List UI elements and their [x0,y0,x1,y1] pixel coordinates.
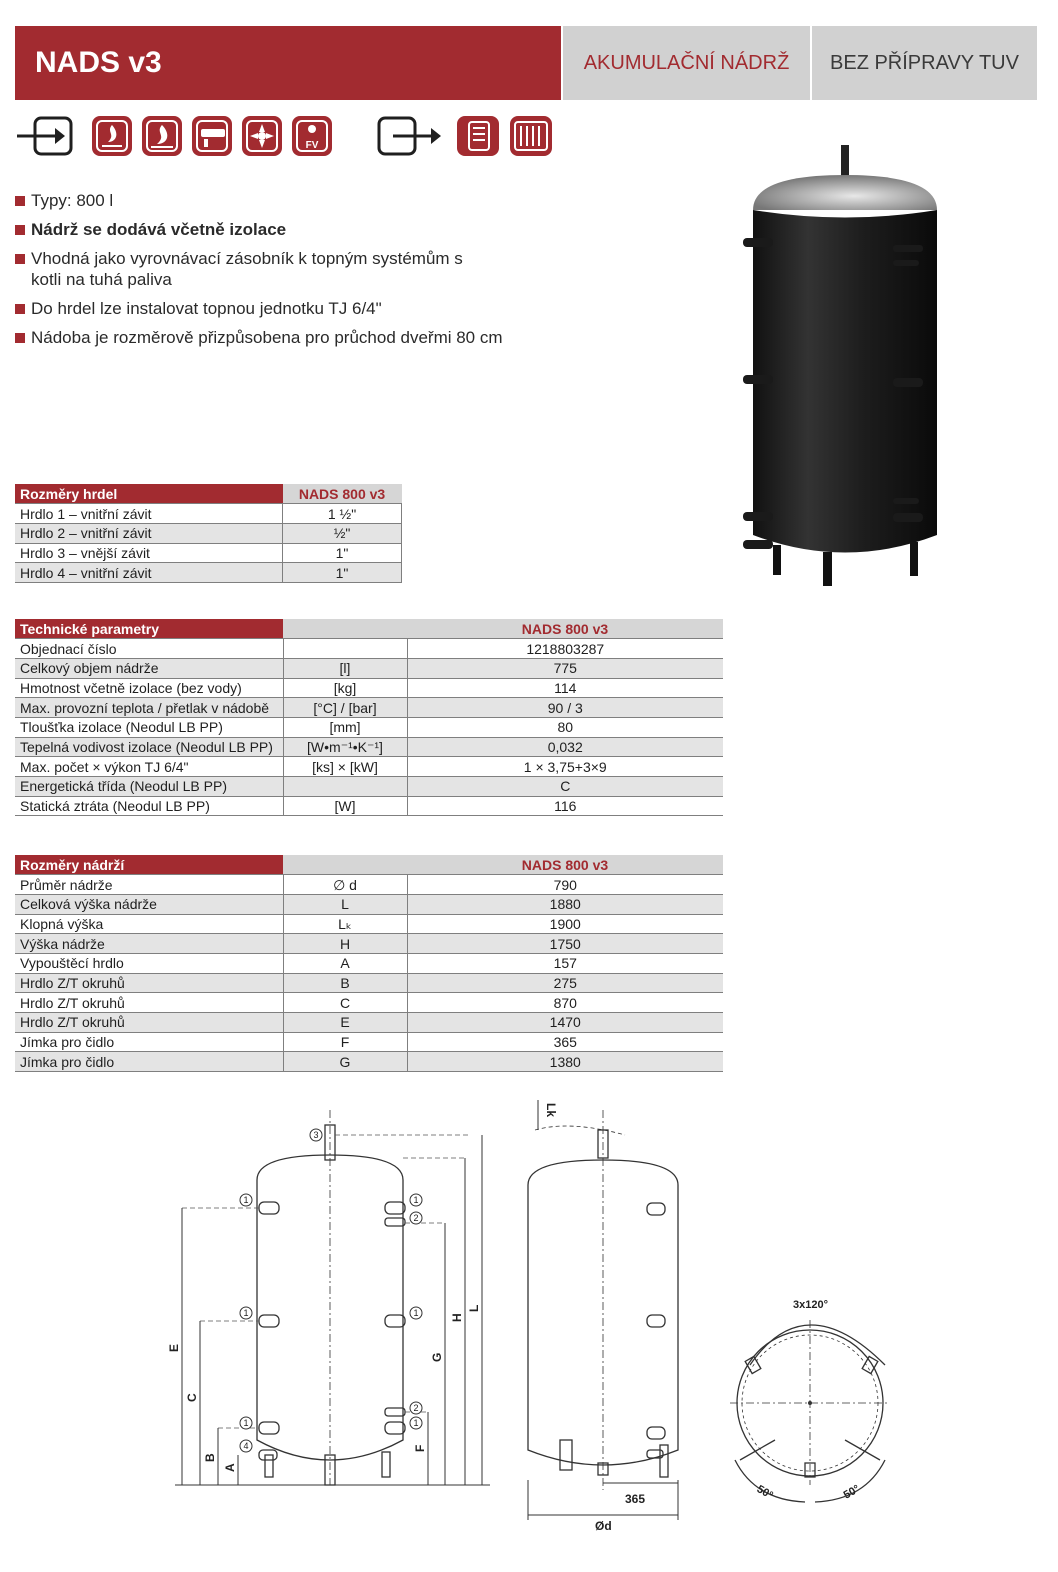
table-row [15,796,723,816]
cell-label: Hmotnost včetně izolace (bez vody) [15,678,283,698]
table-row [15,894,723,914]
cell-value: 90 / 3 [407,698,723,718]
cell-label: Energetická třída (Neodul LB PP) [15,777,283,797]
table-row [15,698,723,718]
cell-label: Hrdlo Z/T okruhů [15,1013,283,1033]
electric-heater-icon [190,114,234,158]
cell-label: Hrdlo 2 – vnitřní závit [15,523,283,543]
table-row [15,639,723,659]
table-row [15,875,723,895]
table-row [15,1032,723,1052]
cell-symbol: F [283,1032,407,1052]
output-arrow-icon [375,114,445,158]
cell-symbol: B [283,973,407,993]
table-row [15,934,723,954]
fireplace-icon [140,114,184,158]
list-item: Vhodná jako vyrovnávací zásobník k topným systémům s kotli na tuhá paliva [15,248,485,290]
side-view-drawing [510,1095,700,1535]
cell-label: Vypouštěcí hrdlo [15,953,283,973]
input-arrow-icon [15,114,73,158]
cell-label: Průměr nádrže [15,875,283,895]
cell-value: 1218803287 [407,639,723,659]
table-row [15,737,723,757]
cell-label: Hrdlo 3 – vnější závit [15,543,283,563]
category-tab-accumulation[interactable]: AKUMULAČNÍ NÁDRŽ [563,26,810,100]
cell-label: Statická ztráta (Neodul LB PP) [15,796,283,816]
cell-value: 1880 [407,894,723,914]
list-item: Do hrdel lze instalovat topnou jednotku TJ 6/4" [15,298,555,319]
solid-fuel-boiler-icon [90,114,134,158]
cell-unit [283,777,407,797]
cell-symbol: G [283,1052,407,1072]
dim-label-h: H [450,1313,464,1322]
heat-pump-icon [240,114,284,158]
cell-value: 80 [407,717,723,737]
nozzle-marker-3: 3 [313,1130,319,1140]
cell-value: 1900 [407,914,723,934]
cell-value: 790 [407,875,723,895]
angle-label-50-left: 50° [754,1483,775,1502]
list-item: Nádrž se dodává včetně izolace [15,219,555,240]
cell-unit: [°C] / [bar] [283,698,407,718]
cell-label: Hrdlo 1 – vnitřní závit [15,504,283,524]
table-row [15,953,723,973]
table-header: NADS 800 v3 [283,484,402,504]
table-row [15,973,723,993]
product-title: NADS v3 [15,26,561,100]
table-row [15,717,723,737]
cell-unit: [l] [283,658,407,678]
cell-label: Tloušťka izolace (Neodul LB PP) [15,717,283,737]
cell-label: Max. provozní teplota / přetlak v nádobě [15,698,283,718]
dim-label-f: F [413,1444,427,1452]
cell-symbol: C [283,993,407,1013]
nozzle-marker-1: 1 [243,1418,249,1428]
cell-label: Výška nádrže [15,934,283,954]
top-view-drawing [715,1290,915,1520]
table-header: Rozměry nádrží [15,855,283,875]
dim-label-diameter: Ød [595,1519,612,1533]
cell-value: 275 [407,973,723,993]
dim-label-l: L [467,1304,481,1312]
table-row [15,1013,723,1033]
cell-value: 1 ½" [283,504,402,524]
table-header [283,619,407,639]
table-header: Rozměry hrdel [15,484,283,504]
cell-unit: [kg] [283,678,407,698]
cell-value: 870 [407,993,723,1013]
cell-value: 1380 [407,1052,723,1072]
cell-value: 114 [407,678,723,698]
dim-label-b: B [203,1453,217,1462]
cell-label: Klopná výška [15,914,283,934]
cell-symbol: E [283,1013,407,1033]
cell-value: 1" [283,563,402,583]
table-header: Technické parametry [15,619,283,639]
nozzle-marker-1: 1 [413,1418,419,1428]
cell-symbol: H [283,934,407,954]
cell-value: 1470 [407,1013,723,1033]
svg-text:FV: FV [305,140,319,151]
angle-label-50-right: 50° [841,1482,862,1502]
cell-value: 157 [407,953,723,973]
floor-heating-icon [508,114,554,158]
cell-value: 775 [407,658,723,678]
cell-label: Hrdlo Z/T okruhů [15,993,283,1013]
cell-unit: [mm] [283,717,407,737]
center-point [808,1401,812,1405]
cell-symbol: Lₖ [283,914,407,934]
table-row [15,777,723,797]
nozzle-marker-2: 2 [413,1403,419,1413]
table-row [15,993,723,1013]
table-row [15,757,723,777]
dim-label-e: E [167,1343,181,1352]
cell-unit: [ks] × [kW] [283,757,407,777]
cell-symbol: ∅ d [283,875,407,895]
cell-value: 1750 [407,934,723,954]
cell-label: Hrdlo 4 – vnitřní závit [15,563,283,583]
table-header [283,855,407,875]
table-row [15,658,723,678]
table-row [15,914,723,934]
table-header: NADS 800 v3 [407,855,723,875]
cell-value: 0,032 [407,737,723,757]
dim-label-a: A [223,1463,237,1472]
table-row [15,563,402,583]
list-item: Typy: 800 l [15,190,555,211]
dim-label-365: 365 [625,1492,646,1506]
solar-pv-icon [290,114,334,158]
nozzle-marker-2: 2 [413,1213,419,1223]
nozzle-marker-1: 1 [243,1195,249,1205]
cell-symbol: A [283,953,407,973]
nozzle-marker-1: 1 [243,1308,249,1318]
cell-label: Objednací číslo [15,639,283,659]
dim-label-g: G [430,1352,444,1362]
table-row [15,504,402,524]
nozzle-marker-1: 1 [413,1195,419,1205]
nozzle-marker-1: 1 [413,1308,419,1318]
angle-label-3x120: 3x120° [793,1299,828,1311]
cell-unit: [W•m⁻¹•K⁻¹] [283,737,407,757]
cell-unit [283,639,407,659]
nozzle-marker-4: 4 [243,1441,249,1451]
list-item: Nádoba je rozměrově přizpůsobena pro průchod dveřmi 80 cm [15,327,555,348]
table-row [15,543,402,563]
cell-value: C [407,777,723,797]
front-view-drawing [160,1100,500,1500]
cell-value: 365 [407,1032,723,1052]
table-tank-dimensions [15,855,723,1072]
cell-value: 1 × 3,75+3×9 [407,757,723,777]
cell-symbol: L [283,894,407,914]
table-row [15,678,723,698]
dim-label-c: C [185,1393,199,1402]
table-nozzle-dimensions [15,484,402,583]
cell-value: 1" [283,543,402,563]
header-bar [15,26,1037,100]
cell-label: Hrdlo Z/T okruhů [15,973,283,993]
cell-label: Tepelná vodivost izolace (Neodul LB PP) [15,737,283,757]
table-technical-parameters [15,619,723,816]
tank-photo [735,140,950,590]
cell-label: Jímka pro čidlo [15,1052,283,1072]
cell-value: 116 [407,796,723,816]
cell-unit: [W] [283,796,407,816]
dim-label-lk: Lk [544,1103,558,1118]
cell-label: Jímka pro čidlo [15,1032,283,1052]
category-tab-no-dhw[interactable]: BEZ PŘÍPRAVY TUV [812,26,1037,100]
cell-value: ½" [283,523,402,543]
feature-list [15,190,555,356]
table-header: NADS 800 v3 [407,619,723,639]
table-row [15,1052,723,1072]
radiator-icon [455,114,501,158]
table-row [15,523,402,543]
cell-label: Max. počet × výkon TJ 6/4" [15,757,283,777]
cell-label: Celkový objem nádrže [15,658,283,678]
cell-label: Celková výška nádrže [15,894,283,914]
